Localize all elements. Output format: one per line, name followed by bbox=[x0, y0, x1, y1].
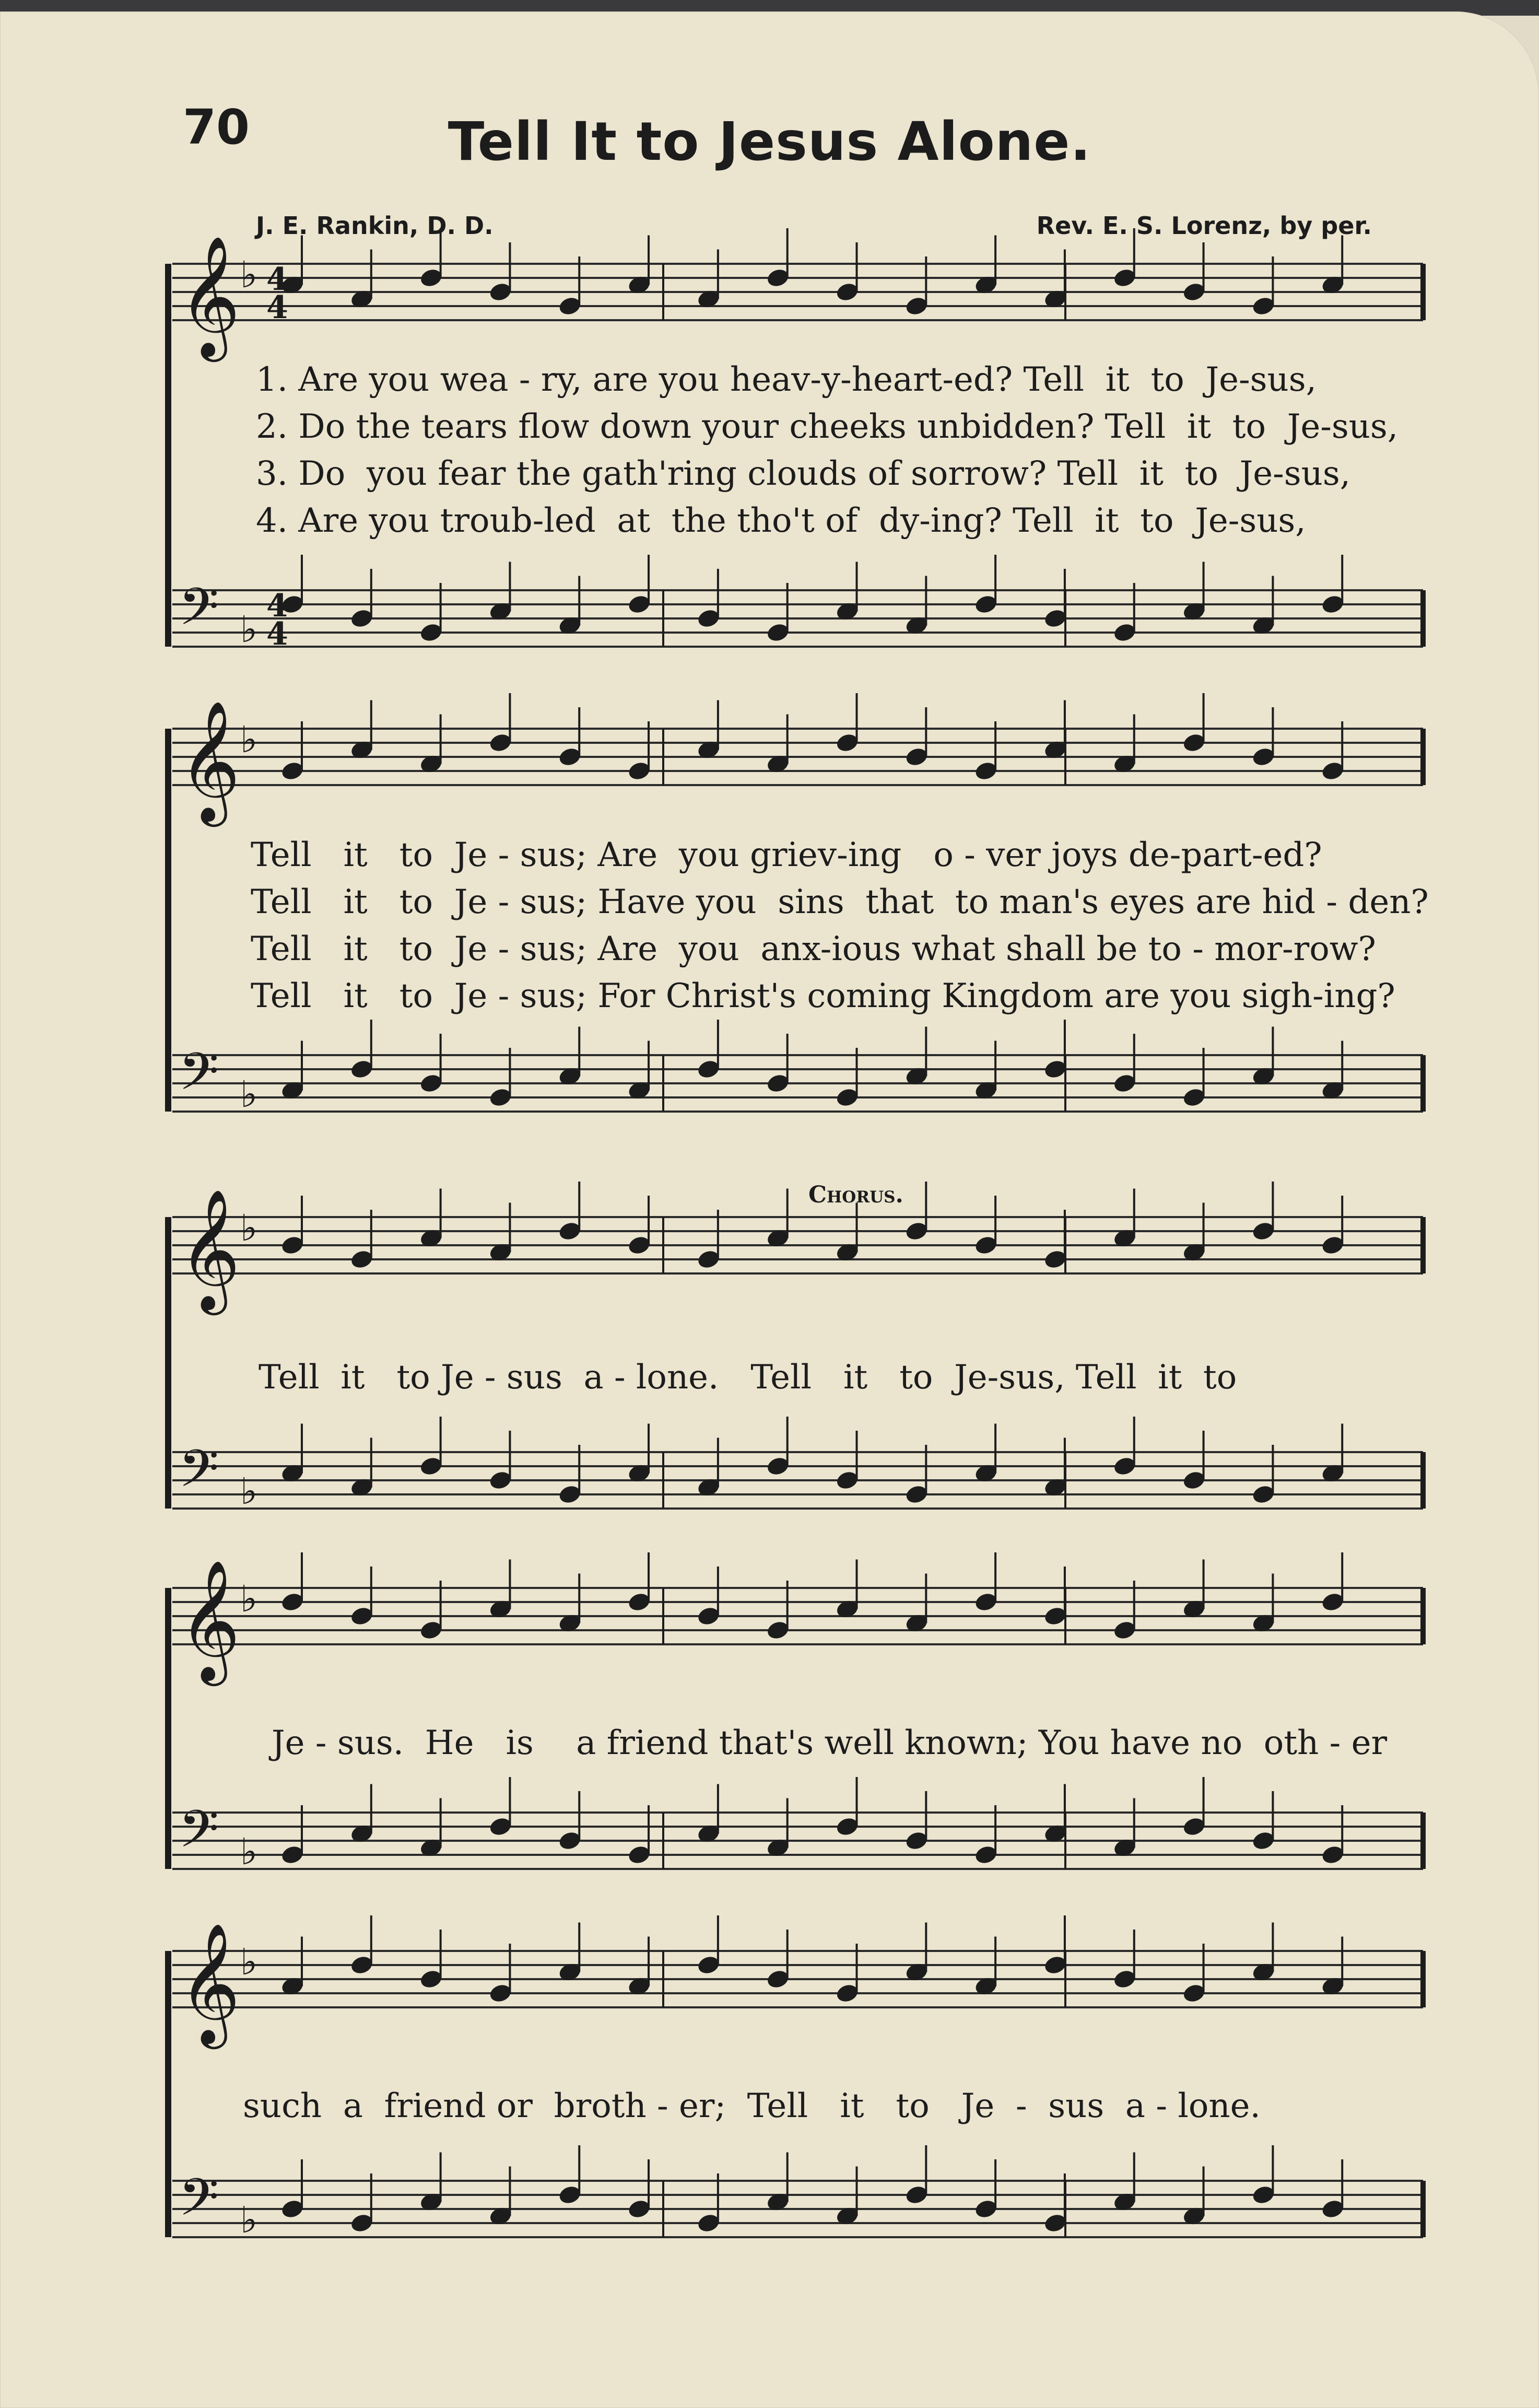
flat-icon: ♭ bbox=[240, 1830, 258, 1873]
bass-clef-icon: 𝄢 bbox=[179, 1439, 219, 1512]
chorus-line-2: Je - sus. He is a friend that's well known; You have no oth - er bbox=[272, 1724, 1388, 1762]
flat-icon: ♭ bbox=[240, 718, 258, 761]
time-signature: 4 bbox=[266, 289, 288, 326]
verse-2-line-2: Tell it to Je - sus; Have you sins that to man's eyes are hid - den? bbox=[251, 883, 1429, 921]
flat-icon: ♭ bbox=[240, 2199, 258, 2241]
treble-clef-icon: 𝄞 bbox=[179, 235, 241, 357]
lyricist-credit: J. E. Rankin, D. D. bbox=[256, 212, 494, 240]
verse-1-line-2: Tell it to Je - sus; Are you griev-ing o - ver joys de-part-ed? bbox=[251, 836, 1322, 874]
verse-1-line-1: 1. Are you wea - ry, are you heav-y-heart-ed? Tell it to Je-sus, bbox=[256, 360, 1317, 399]
time-signature: 4 bbox=[266, 261, 288, 298]
chorus-line-3: such a friend or broth - er; Tell it to Je - sus a - lone. bbox=[243, 2087, 1261, 2125]
hymn-title: Tell It to Jesus Alone. bbox=[448, 111, 1091, 173]
chorus-line-1: Tell it to Je - sus a - lone. Tell it to Je-sus, Tell it to bbox=[259, 1358, 1237, 1397]
bass-clef-icon: 𝄢 bbox=[179, 1042, 219, 1115]
treble-clef-icon: 𝄞 bbox=[179, 1922, 241, 2044]
flat-icon: ♭ bbox=[240, 1941, 258, 1983]
chorus-label: Chorus. bbox=[808, 1182, 903, 1208]
time-signature: 4 bbox=[266, 588, 288, 624]
bass-clef-icon: 𝄢 bbox=[179, 577, 219, 650]
flat-icon: ♭ bbox=[240, 253, 258, 296]
verse-4-line-2: Tell it to Je - sus; For Christ's coming Kingdom are you sigh-ing? bbox=[251, 977, 1395, 1015]
verse-4-line-1: 4. Are you troub-led at the tho't of dy-ing? Tell it to Je-sus, bbox=[256, 501, 1306, 540]
flat-icon: ♭ bbox=[240, 1073, 258, 1116]
verse-3-line-1: 3. Do you fear the gath'ring clouds of sorrow? Tell it to Je-sus, bbox=[256, 454, 1350, 493]
treble-clef-icon: 𝄞 bbox=[179, 700, 241, 822]
flat-icon: ♭ bbox=[240, 1207, 258, 1249]
flat-icon: ♭ bbox=[240, 1577, 258, 1620]
time-signature: 4 bbox=[266, 616, 288, 652]
bass-clef-icon: 𝄢 bbox=[179, 1799, 219, 1872]
flat-icon: ♭ bbox=[240, 608, 258, 651]
bass-clef-icon: 𝄢 bbox=[179, 2168, 219, 2240]
composer-credit: Rev. E. S. Lorenz, by per. bbox=[1036, 212, 1372, 240]
treble-clef-icon: 𝄞 bbox=[179, 1188, 241, 1310]
verse-2-line-1: 2. Do the tears flow down your cheeks unbidden? Tell it to Je-sus, bbox=[256, 407, 1399, 446]
flat-icon: ♭ bbox=[240, 1470, 258, 1513]
treble-clef-icon: 𝄞 bbox=[179, 1559, 241, 1681]
verse-3-line-2: Tell it to Je - sus; Are you anx-ious what shall be to - mor-row? bbox=[251, 930, 1376, 968]
page-number: 70 bbox=[183, 99, 250, 155]
